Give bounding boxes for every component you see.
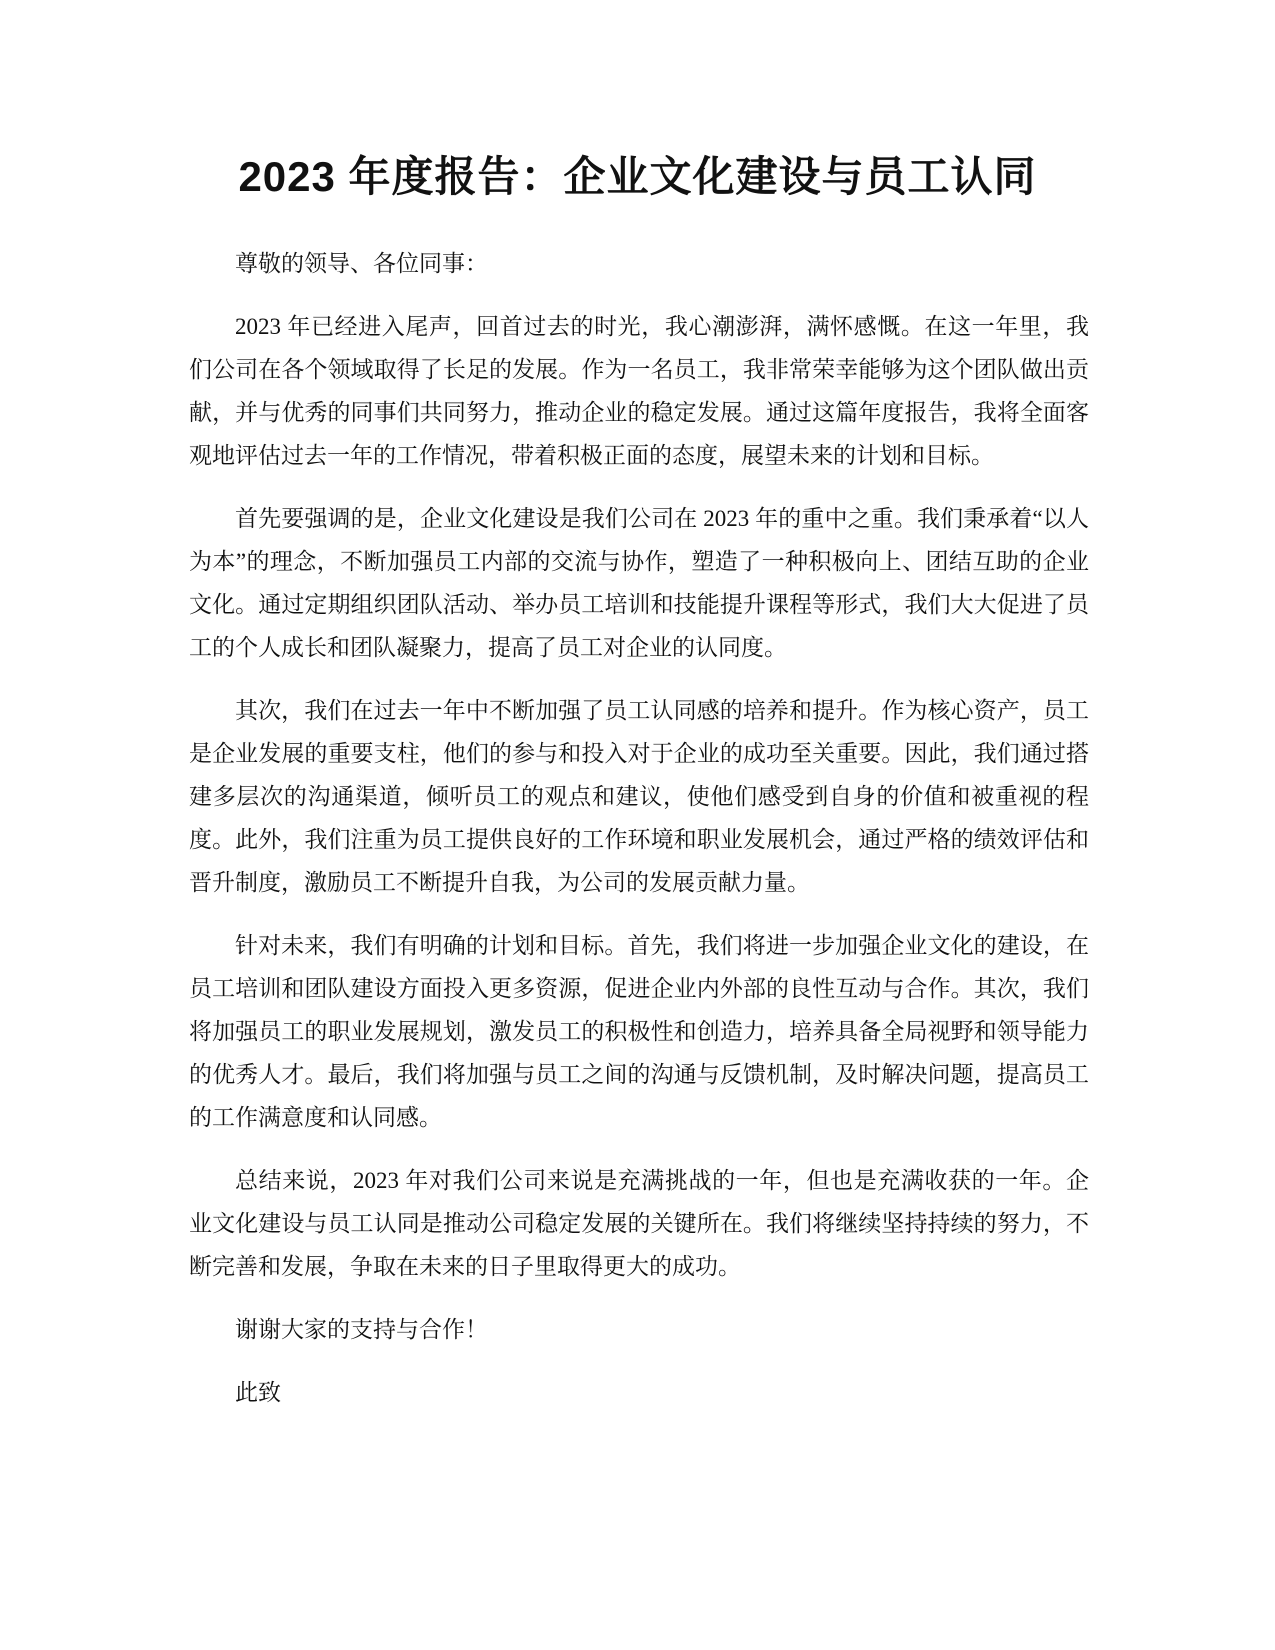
paragraph-culture: 首先要强调的是，企业文化建设是我们公司在 2023 年的重中之重。我们秉承着“以人为本”的理念，不断加强员工内部的交流与协作，塑造了一种积极向上、团结互助的企业文化。通过定期组织团队活动、举办员工培训和技能提升课程等形式，我们大大促进了员工的个人成长和团队凝聚力，提高了员工对企业的认同度。 [189, 506, 1089, 660]
paragraph-identity: 其次，我们在过去一年中不断加强了员工认同感的培养和提升。作为核心资产，员工是企业发展的重要支柱，他们的参与和投入对于企业的成功至关重要。因此，我们通过搭建多层次的沟通渠道，倾听员工的观点和建议，使他们感受到自身的价值和被重视的程度。此外，我们注重为员工提供良好的工作环境和职业发展机会，通过严格的绩效评估和晋升制度，激励员工不断提升自我，为公司的发展贡献力量。 [189, 698, 1089, 895]
document-body [189, 242, 1089, 1434]
document-title: 2023 年度报告：企业文化建设与员工认同 [238, 153, 1037, 200]
paragraph-future: 针对未来，我们有明确的计划和目标。首先，我们将进一步加强企业文化的建设，在员工培训和团队建设方面投入更多资源，促进企业内外部的良性互动与合作。其次，我们将加强员工的职业发展规划，激发员工的积极性和创造力，培养具备全局视野和领导能力的优秀人才。最后，我们将加强与员工之间的沟通与反馈机制，及时解决问题，提高员工的工作满意度和认同感。 [189, 933, 1089, 1130]
paragraph-summary: 总结来说，2023 年对我们公司来说是充满挑战的一年，但也是充满收获的一年。企业文化建设与员工认同是推动公司稳定发展的关键所在。我们将继续坚持持续的努力，不断完善和发展，争取在未来的日子里取得更大的成功。 [189, 1168, 1089, 1279]
closing-line: 此致 [235, 1380, 281, 1405]
greeting: 尊敬的领导、各位同事： [235, 251, 488, 276]
thanks-line: 谢谢大家的支持与合作！ [235, 1317, 488, 1342]
paragraph-intro: 2023 年已经进入尾声，回首过去的时光，我心潮澎湃，满怀感慨。在这一年里，我们公司在各个领域取得了长足的发展。作为一名员工，我非常荣幸能够为这个团队做出贡献，并与优秀的同事们共同努力，推动企业的稳定发展。通过这篇年度报告，我将全面客观地评估过去一年的工作情况，带着积极正面的态度，展望未来的计划和目标。 [189, 314, 1089, 468]
